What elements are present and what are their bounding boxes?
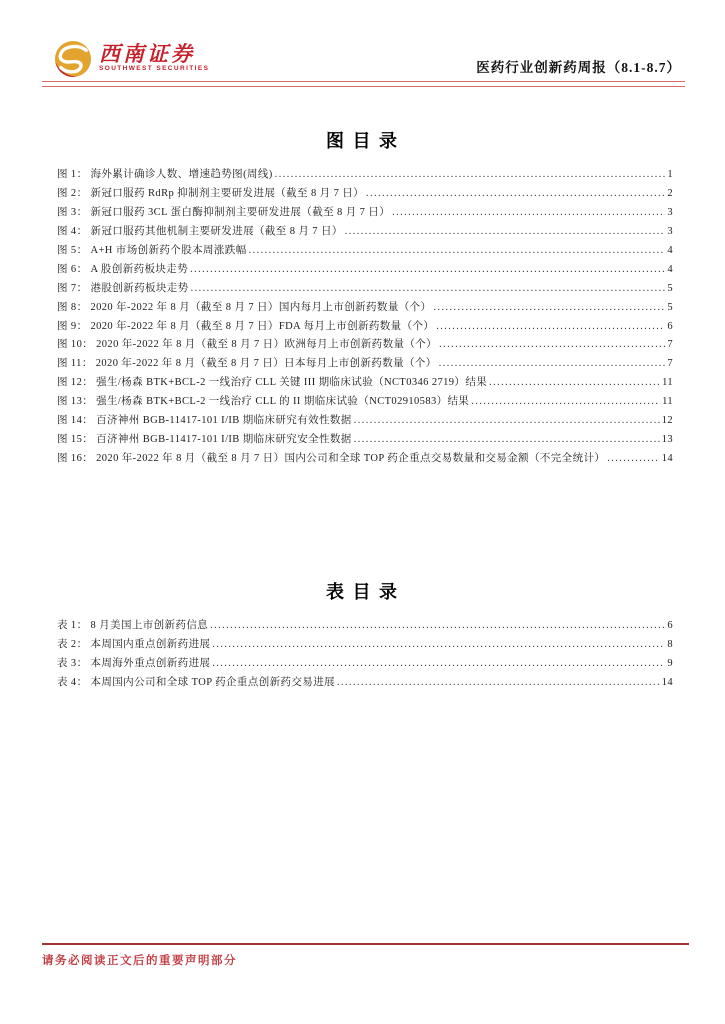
toc-item-page: 13: [661, 434, 673, 446]
toc-item-page: 3: [667, 225, 673, 237]
toc-figure-item-8[interactable]: [57, 299, 673, 318]
dot-leader: [210, 620, 665, 631]
toc-item-text: 本周海外重点创新药进展: [90, 657, 211, 669]
toc-item-page: 14: [661, 453, 673, 465]
toc-figure-item-9[interactable]: [57, 318, 673, 337]
toc-figure-item-13[interactable]: [57, 393, 673, 412]
toc-figure-item-1[interactable]: [57, 166, 673, 185]
toc-table-item-4[interactable]: [57, 674, 673, 693]
toc-item-label: 图 5：: [57, 244, 88, 256]
toc-item-label: 图 2：: [57, 187, 88, 199]
toc-item-text: 新冠口服药其他机制主要研发进展（截至 8 月 7 日）: [90, 225, 343, 237]
toc-table-item-2[interactable]: [57, 636, 673, 655]
toc-item-label: 图 8：: [57, 301, 88, 313]
dot-leader: [471, 396, 660, 407]
toc-figure-item-12[interactable]: [57, 374, 673, 393]
figures-toc: [57, 166, 673, 469]
toc-table-item-1[interactable]: [57, 617, 673, 636]
toc-item-page: 1: [667, 169, 673, 180]
toc-item-label: 图 1：: [57, 169, 88, 180]
dot-leader: [212, 639, 665, 650]
toc-item-label: 图 13：: [57, 396, 94, 408]
toc-item-page: 14: [661, 676, 673, 688]
dot-leader: [439, 358, 666, 369]
toc-item-page: 11: [662, 396, 673, 408]
toc-item-text: 新冠口服药 RdRp 抑制剂主要研发进展（截至 8 月 7 日）: [90, 187, 365, 199]
footer-divider: [42, 943, 689, 945]
dot-leader: [354, 415, 660, 426]
toc-item-text: 本周国内重点创新药进展: [90, 638, 211, 650]
dot-leader: [607, 453, 659, 464]
dot-leader: [436, 321, 665, 332]
figures-toc-title: 图 目 录: [326, 131, 399, 151]
toc-item-text: 本周国内公司和全球 TOP 药企重点创新药交易进展: [90, 676, 335, 688]
dot-leader: [275, 169, 666, 180]
dot-leader: [354, 434, 660, 445]
toc-figure-item-16[interactable]: [57, 450, 673, 469]
dot-leader: [337, 677, 660, 688]
toc-item-label: 表 3：: [57, 657, 88, 669]
toc-item-label: 图 14：: [57, 415, 94, 427]
southwest-securities-logo-icon: [54, 40, 92, 78]
toc-item-text: 百济神州 BGB-11417-101 I/IB 期临床研究有效性数据: [96, 415, 352, 427]
toc-item-page: 9: [667, 657, 673, 669]
toc-item-text: 2020 年-2022 年 8 月（截至 8 月 7 日）日本每月上市创新药数量（个）: [95, 358, 437, 370]
toc-item-label: 图 16：: [57, 453, 94, 465]
dot-leader: [190, 264, 665, 275]
toc-item-page: 8: [667, 638, 673, 650]
toc-figure-item-15[interactable]: [57, 431, 673, 450]
toc-item-page: 6: [667, 620, 673, 631]
toc-item-label: 图 3：: [57, 206, 88, 218]
toc-item-text: 强生/杨森 BTK+BCL-2 一线治疗 CLL 的 II 期临床试验（NCT02910583）结果: [96, 396, 470, 408]
dot-leader: [439, 339, 665, 350]
dot-leader: [212, 658, 665, 669]
toc-item-text: 海外累计确诊人数、增速趋势图(周线): [90, 169, 273, 180]
toc-figure-item-11[interactable]: [57, 355, 673, 374]
dot-leader: [366, 188, 665, 199]
toc-item-text: 新冠口服药 3CL 蛋白酶抑制剂主要研发进展（截至 8 月 7 日）: [90, 206, 391, 218]
toc-item-text: 百济神州 BGB-11417-101 I/IB 期临床研究安全性数据: [96, 434, 352, 446]
dot-leader: [433, 302, 665, 313]
toc-item-text: 强生/杨森 BTK+BCL-2 一线治疗 CLL 关键 III 期临床试验（NCT0346 2719）结果: [96, 377, 488, 389]
toc-item-page: 3: [667, 206, 673, 218]
toc-item-label: 图 4：: [57, 225, 88, 237]
toc-item-label: 表 2：: [57, 638, 88, 650]
toc-item-page: 2: [667, 187, 673, 199]
toc-figure-item-4[interactable]: [57, 223, 673, 242]
footer-disclaimer: 请务必阅读正文后的重要声明部分: [42, 955, 237, 967]
header-divider: [42, 81, 685, 87]
brand-logo: [54, 40, 209, 78]
toc-item-label: 图 7：: [57, 282, 88, 294]
dot-leader: [392, 207, 665, 218]
toc-item-page: 11: [662, 377, 673, 389]
toc-item-label: 表 4：: [57, 676, 88, 688]
toc-item-label: 图 6：: [57, 263, 88, 275]
dot-leader: [489, 377, 660, 388]
toc-item-label: 图 11：: [57, 358, 93, 370]
dot-leader: [191, 283, 666, 294]
toc-item-page: 7: [667, 339, 673, 351]
toc-item-page: 4: [667, 263, 673, 275]
brand-text: [99, 43, 209, 72]
toc-figure-item-7[interactable]: [57, 280, 673, 299]
toc-figure-item-5[interactable]: [57, 242, 673, 261]
dot-leader: [249, 245, 666, 256]
tables-toc: [57, 617, 673, 693]
report-title: 医药行业创新药周报（8.1-8.7）: [476, 60, 681, 75]
toc-figure-item-2[interactable]: [57, 185, 673, 204]
toc-item-text: 8 月美国上市创新药信息: [90, 620, 209, 631]
dot-leader: [345, 226, 666, 237]
toc-item-label: 图 15：: [57, 434, 94, 446]
toc-figure-item-10[interactable]: [57, 336, 673, 355]
toc-item-text: A+H 市场创新药个股本周涨跌幅: [90, 244, 247, 256]
toc-item-page: 5: [667, 282, 673, 294]
toc-item-text: 2020 年-2022 年 8 月（截至 8 月 7 日）国内公司和全球 TOP 药企重点交易数量和交易金额（不完全统计）: [96, 453, 606, 465]
tables-toc-title: 表 目 录: [326, 582, 399, 602]
brand-name-en: SOUTHWEST SECURITIES: [99, 65, 210, 72]
toc-item-label: 图 12：: [57, 377, 94, 389]
toc-item-label: 表 1：: [57, 620, 88, 631]
toc-item-page: 4: [667, 244, 673, 256]
toc-figure-item-3[interactable]: [57, 204, 673, 223]
toc-item-page: 7: [667, 358, 673, 370]
toc-item-page: 12: [661, 415, 673, 427]
toc-figure-item-6[interactable]: [57, 261, 673, 280]
toc-item-text: 2020 年-2022 年 8 月（截至 8 月 7 日）国内每月上市创新药数量（个）: [90, 301, 432, 313]
toc-item-page: 5: [667, 301, 673, 313]
toc-item-page: 6: [667, 320, 673, 332]
toc-item-label: 图 9：: [57, 320, 88, 332]
brand-name-cn: 西南证券: [99, 42, 195, 66]
toc-item-text: 2020 年-2022 年 8 月（截至 8 月 7 日）FDA 每月上市创新药数量（个）: [90, 320, 435, 332]
toc-item-text: 2020 年-2022 年 8 月（截至 8 月 7 日）欧洲每月上市创新药数量（个）: [96, 339, 438, 351]
toc-table-item-3[interactable]: [57, 655, 673, 674]
toc-figure-item-14[interactable]: [57, 412, 673, 431]
toc-item-label: 图 10：: [57, 339, 94, 351]
toc-item-text: 港股创新药板块走势: [90, 282, 189, 294]
toc-item-text: A 股创新药板块走势: [90, 263, 189, 275]
